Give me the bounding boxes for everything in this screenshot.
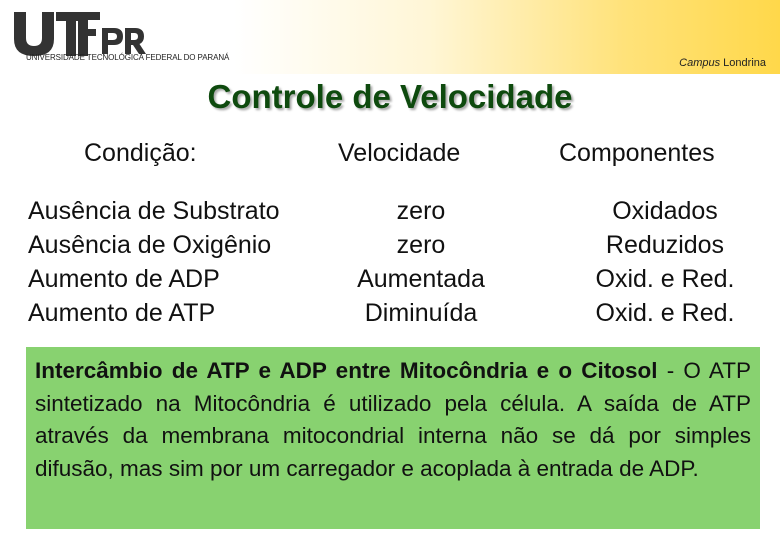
university-name: UNIVERSIDADE TECNOLÓGICA FEDERAL DO PARANÁ xyxy=(26,53,230,62)
speed-cell: zero xyxy=(396,197,446,225)
exchange-note-box xyxy=(26,347,760,529)
speed-cell: zero xyxy=(396,231,446,259)
condition-cell: Aumento de ATP xyxy=(28,299,216,327)
components-cell: Oxidados xyxy=(612,197,718,225)
campus-word: Campus xyxy=(679,57,721,69)
components-cell: Reduzidos xyxy=(605,231,725,259)
note-heading: Intercâmbio de ATP e ADP entre Mitocôndria e o Citosol xyxy=(35,358,658,383)
page-title: Controle de Velocidade xyxy=(207,78,573,115)
condition-cell: Ausência de Substrato xyxy=(28,197,280,225)
speed-column xyxy=(331,194,511,330)
condition-column xyxy=(28,194,280,330)
speed-cell: Diminuída xyxy=(364,299,478,327)
speed-cell: Aumentada xyxy=(357,265,485,293)
header-speed: Velocidade xyxy=(338,139,461,167)
header-components: Componentes xyxy=(559,139,715,167)
utfpr-logo xyxy=(10,8,150,58)
components-cell: Oxid. e Red. xyxy=(595,265,735,293)
campus-city: Londrina xyxy=(720,57,766,69)
header-condition: Condição: xyxy=(84,139,197,167)
note-body: - O ATP sintetizado na Mitocôndria é utilizado pela célula. A saída de ATP através da membrana mitocondrial interna não se dá por simples difusão, mas sim por um carregador e acoplada à entrada de ADP. xyxy=(35,358,751,481)
campus-label xyxy=(679,57,766,69)
components-column xyxy=(570,194,760,330)
condition-cell: Ausência de Oxigênio xyxy=(28,231,272,259)
condition-cell: Aumento de ADP xyxy=(28,265,220,293)
components-cell: Oxid. e Red. xyxy=(595,299,735,327)
